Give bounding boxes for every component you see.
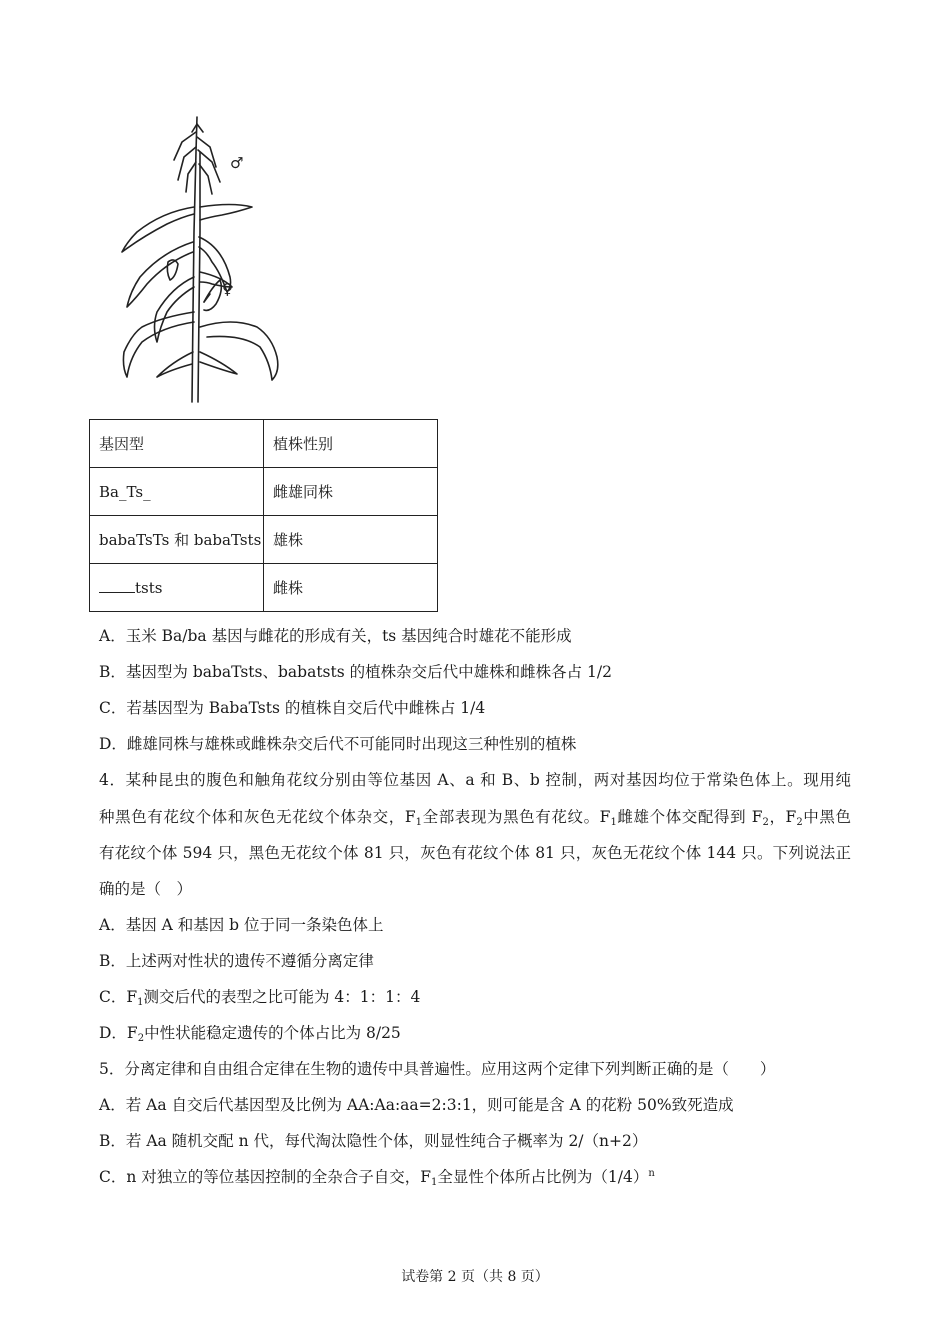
table-header-genotype: 基因型 (90, 420, 264, 468)
table-row (90, 564, 438, 612)
male-symbol-icon: ♂ (230, 154, 244, 172)
fill-blank (99, 580, 135, 593)
q4-option-d: D．$F_2$中性状能稳定遗传的个体占比为 8/25 (99, 1024, 401, 1044)
q4-option-c: C．$F_1$测交后代的表型之比可能为 4：1：1：4 (99, 988, 421, 1008)
q3-option-b: B．基因型为 babaTsts、babatsts 的植株杂交后代中雄株和雌株各占 1/2 (99, 663, 612, 681)
corn-plant-figure (112, 112, 312, 404)
q5-option-c: C．n 对独立的等位基因控制的全杂合子自交，$F_1$全显性个体所占比例为$(1/4)^n$ (99, 1168, 655, 1188)
q3-option-a: A．玉米 Ba/ba 基因与雌花的形成有关，ts 基因纯合时雄花不能形成 (99, 627, 572, 645)
table-cell-genotype (90, 564, 264, 612)
table-row (90, 516, 438, 564)
q5-option-a: A．若 Aa 自交后代基因型及比例为 AA:Aa:aa=2:3:1，则可能是含 A 的花粉 50%致死造成 (99, 1096, 734, 1114)
q4-stem-line-1: 4．某种昆虫的腹色和触角花纹分别由等位基因 A、a 和 B、b 控制，两对基因均位于常染色体上。现用纯 (99, 771, 851, 789)
q4-stem-line-3: 有花纹个体 594 只，黑色无花纹个体 81 只，灰色有花纹个体 81 只，灰色无花纹个体 144 只。下列说法正 (99, 844, 851, 862)
genotype-table (89, 419, 438, 612)
table-row (90, 468, 438, 516)
table-cell-sex: 雌雄同株 (264, 468, 438, 516)
q3-option-d: D．雌雄同株与雄株或雌株杂交后代不可能同时出现这三种性别的植株 (99, 735, 577, 753)
table-header-row (90, 420, 438, 468)
q4-option-a: A．基因 A 和基因 b 位于同一条染色体上 (99, 916, 384, 934)
table-header-sex: 植株性别 (264, 420, 438, 468)
table-cell-genotype: babaTsTs 和 babaTsts (90, 516, 264, 564)
q5-stem: 5．分离定律和自由组合定律在生物的遗传中具普遍性。应用这两个定律下列判断正确的是（ ） (99, 1060, 776, 1078)
q4-stem-line-4: 确的是（ ） (99, 880, 193, 898)
table-cell-sex: 雄株 (264, 516, 438, 564)
genotype-text: tsts (135, 578, 163, 597)
female-symbol-icon: ♀ (222, 280, 233, 298)
q3-option-c: C．若基因型为 BabaTsts 的植株自交后代中雌株占 1/4 (99, 699, 486, 717)
table-cell-genotype: Ba_Ts_ (90, 468, 264, 516)
q4-stem-line-2: 种黑色有花纹个体和灰色无花纹个体杂交，$F_1$全部表现为黑色有花纹。$F_1$雌雄个体交配得到 $F_2$，$F_2$中黑色 (99, 808, 851, 828)
table-cell-sex: 雌株 (264, 564, 438, 612)
corn-plant-drawing (112, 112, 312, 404)
q5-option-b: B．若 Aa 随机交配 n 代，每代淘汰隐性个体，则显性纯合子概率为 2/（n+2） (99, 1132, 648, 1150)
q4-option-b: B．上述两对性状的遗传不遵循分离定律 (99, 952, 374, 970)
page-footer: 试卷第 2 页（共 8 页） (401, 1269, 549, 1285)
